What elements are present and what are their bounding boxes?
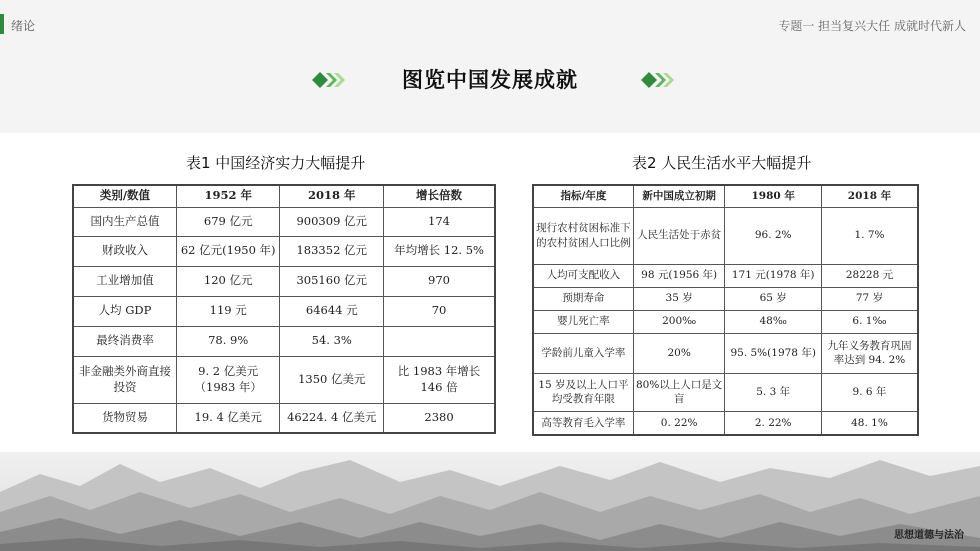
table-row bbox=[73, 326, 495, 356]
table-cell: 婴儿死亡率 bbox=[533, 310, 633, 333]
table-row bbox=[73, 266, 495, 296]
table-row bbox=[533, 287, 918, 310]
page-title: 图览中国发展成就 bbox=[402, 68, 578, 92]
column-header: 1980 年 bbox=[725, 185, 822, 207]
column-header: 新中国成立初期 bbox=[633, 185, 725, 207]
table-cell: 120 亿元 bbox=[176, 266, 280, 296]
table-row bbox=[73, 296, 495, 326]
double-chevron-icon bbox=[641, 71, 681, 89]
table-cell: 0. 22% bbox=[633, 411, 725, 435]
table-cell: 2380 bbox=[384, 403, 495, 433]
table-cell: 九年义务教育巩固率达到 94. 2% bbox=[821, 333, 918, 373]
table-cell: 46224. 4 亿美元 bbox=[280, 403, 384, 433]
section-accent-bar bbox=[0, 14, 4, 34]
topic-label: 专题一 担当复兴大任 成就时代新人 bbox=[778, 19, 966, 33]
table-cell: 2. 22% bbox=[725, 411, 822, 435]
table-cell: 35 岁 bbox=[633, 287, 725, 310]
table-cell bbox=[384, 326, 495, 356]
section-label: 绪论 bbox=[11, 19, 36, 33]
column-header: 增长倍数 bbox=[384, 185, 495, 207]
table-row bbox=[533, 333, 918, 373]
table-cell: 70 bbox=[384, 296, 495, 326]
table-cell: 679 亿元 bbox=[176, 207, 280, 236]
table-cell: 174 bbox=[384, 207, 495, 236]
table-cell: 64644 元 bbox=[280, 296, 384, 326]
column-header: 2018 年 bbox=[280, 185, 384, 207]
course-name: 思想道德与法治 bbox=[894, 530, 964, 541]
table1-caption: 表1 中国经济实力大幅提升 bbox=[186, 154, 366, 172]
table-cell: 最终消费率 bbox=[73, 326, 176, 356]
table-cell: 9. 2 亿美元（1983 年） bbox=[176, 356, 280, 403]
table-cell: 人均 GDP bbox=[73, 296, 176, 326]
table-cell: 28228 元 bbox=[821, 264, 918, 287]
table-cell: 比 1983 年增长 146 倍 bbox=[384, 356, 495, 403]
table-cell: 9. 6 年 bbox=[821, 373, 918, 411]
table-cell: 78. 9% bbox=[176, 326, 280, 356]
living-standard-table bbox=[532, 184, 919, 436]
table-cell: 54. 3% bbox=[280, 326, 384, 356]
table-cell: 年均增长 12. 5% bbox=[384, 236, 495, 266]
column-header: 2018 年 bbox=[821, 185, 918, 207]
table-cell: 96. 2% bbox=[725, 207, 822, 264]
table-cell: 非金融类外商直接投资 bbox=[73, 356, 176, 403]
table-cell: 6. 1‰ bbox=[821, 310, 918, 333]
table-cell: 305160 亿元 bbox=[280, 266, 384, 296]
table-cell: 48. 1% bbox=[821, 411, 918, 435]
table-cell: 119 元 bbox=[176, 296, 280, 326]
table-row bbox=[73, 356, 495, 403]
economy-table bbox=[72, 184, 496, 434]
table-cell: 62 亿元(1950 年) bbox=[176, 236, 280, 266]
table-cell: 现行农村贫困标准下的农村贫困人口比例 bbox=[533, 207, 633, 264]
table-header-row bbox=[533, 185, 918, 207]
table-cell: 171 元(1978 年) bbox=[725, 264, 822, 287]
table-cell: 900309 亿元 bbox=[280, 207, 384, 236]
table-row bbox=[73, 403, 495, 433]
table-cell: 48‰ bbox=[725, 310, 822, 333]
table-row bbox=[533, 264, 918, 287]
table-cell: 财政收入 bbox=[73, 236, 176, 266]
table-cell: 183352 亿元 bbox=[280, 236, 384, 266]
table-header-row bbox=[73, 185, 495, 207]
table-cell: 1350 亿美元 bbox=[280, 356, 384, 403]
table-row bbox=[533, 310, 918, 333]
table-row bbox=[533, 373, 918, 411]
table-row bbox=[73, 207, 495, 236]
table-cell: 200‰ bbox=[633, 310, 725, 333]
table-cell: 970 bbox=[384, 266, 495, 296]
table-cell: 高等教育毛入学率 bbox=[533, 411, 633, 435]
table-row bbox=[533, 411, 918, 435]
table-cell: 5. 3 年 bbox=[725, 373, 822, 411]
table-cell: 98 元(1956 年) bbox=[633, 264, 725, 287]
table-cell: 工业增加值 bbox=[73, 266, 176, 296]
column-header: 指标/年度 bbox=[533, 185, 633, 207]
table2-caption: 表2 人民生活水平大幅提升 bbox=[632, 154, 812, 172]
table-cell: 20% bbox=[633, 333, 725, 373]
table-cell: 65 岁 bbox=[725, 287, 822, 310]
mountain-landscape-image bbox=[0, 452, 980, 551]
table-cell: 95. 5%(1978 年) bbox=[725, 333, 822, 373]
table-cell: 15 岁及以上人口平均受教育年限 bbox=[533, 373, 633, 411]
table-cell: 预期寿命 bbox=[533, 287, 633, 310]
table-cell: 人均可支配收入 bbox=[533, 264, 633, 287]
table-cell: 国内生产总值 bbox=[73, 207, 176, 236]
table-cell: 77 岁 bbox=[821, 287, 918, 310]
table-cell: 人民生活处于赤贫 bbox=[633, 207, 725, 264]
double-chevron-icon bbox=[312, 71, 352, 89]
table-cell: 19. 4 亿美元 bbox=[176, 403, 280, 433]
table-cell: 学龄前儿童入学率 bbox=[533, 333, 633, 373]
table-row bbox=[533, 207, 918, 264]
table-cell: 80%以上人口是文盲 bbox=[633, 373, 725, 411]
column-header: 1952 年 bbox=[176, 185, 280, 207]
table-cell: 1. 7% bbox=[821, 207, 918, 264]
table-row bbox=[73, 236, 495, 266]
table-cell: 货物贸易 bbox=[73, 403, 176, 433]
column-header: 类别/数值 bbox=[73, 185, 176, 207]
